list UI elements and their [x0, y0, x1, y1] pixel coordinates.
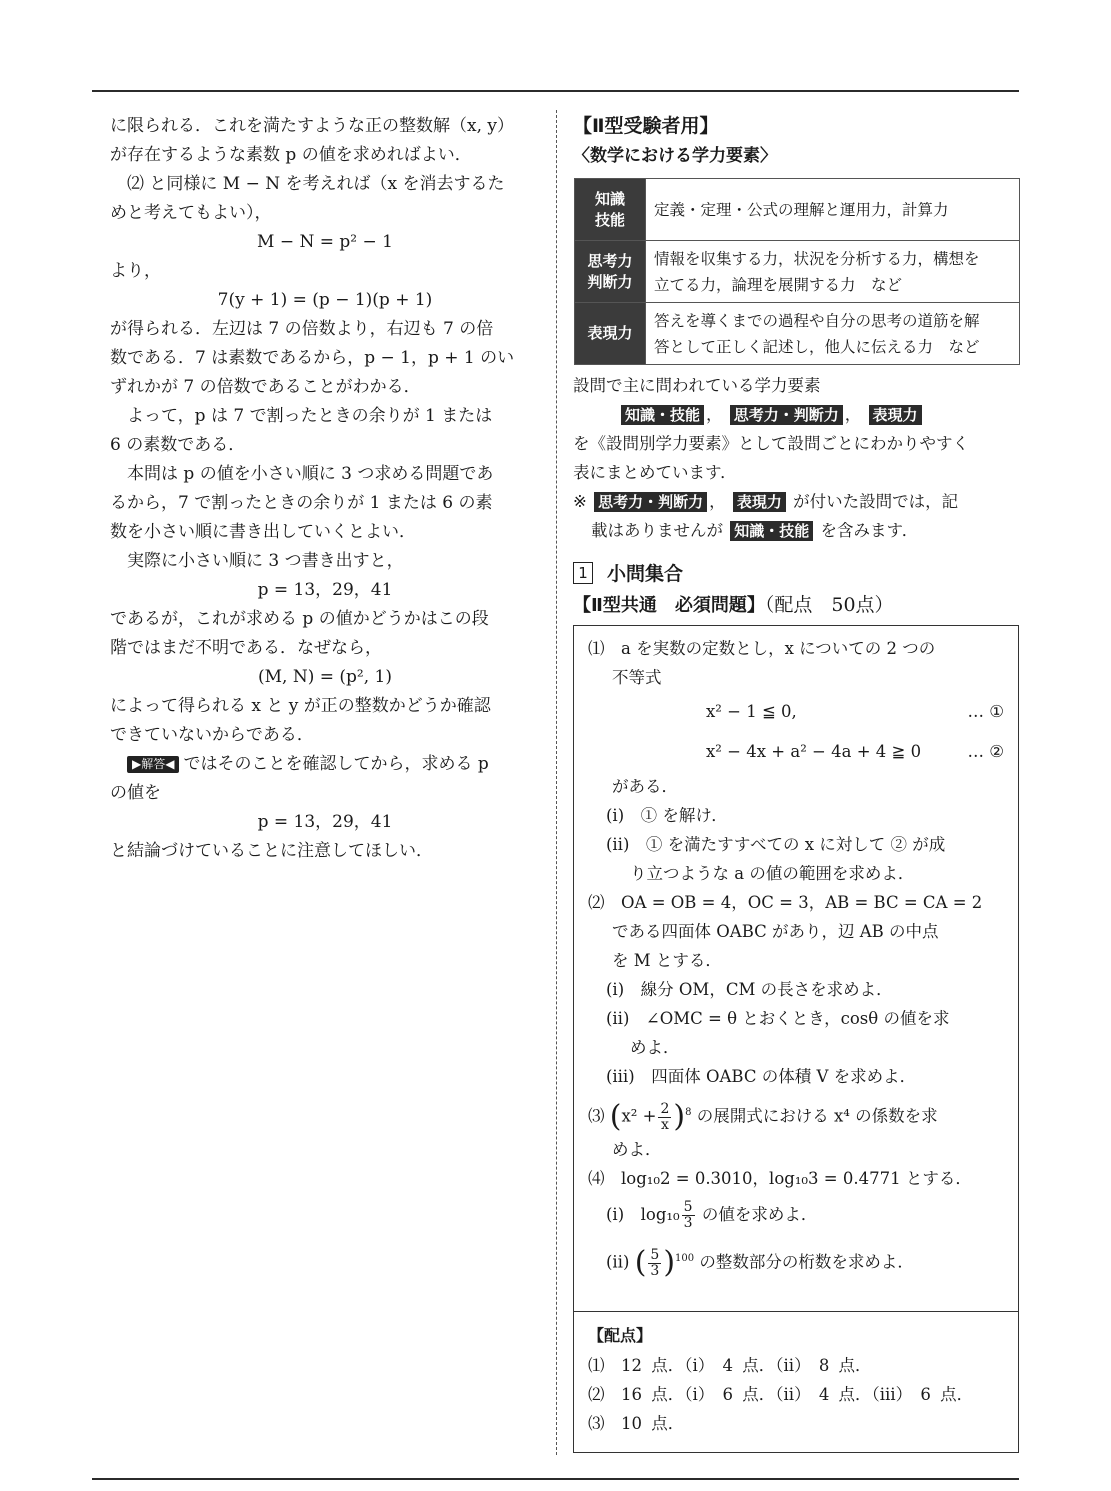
text-line: が存在するような素数 p の値を求めればよい．	[110, 145, 472, 165]
score-line: ⑴ 12 点．（ⅰ） 4 点．（ⅱ） 8 点．	[588, 1356, 872, 1375]
skill-desc	[646, 303, 1020, 365]
problem-text: の展開式における x⁴ の係数を求	[696, 1106, 938, 1126]
text-line: ⑵ と同様に M − N を考えれば（x を消去するた	[127, 174, 505, 194]
problem-line	[588, 1091, 1004, 1135]
answer-badge: ▶解答◀	[127, 756, 179, 773]
bottom-rule	[92, 1478, 1019, 1480]
skill-head-line: 技能	[594, 210, 625, 229]
problem-line: ⑵ OA = OB = 4，OC = 3，AB = BC = CA = 2	[588, 893, 983, 912]
text-line: 6 の素数である．	[110, 435, 246, 455]
inequality-mark: … ②	[967, 742, 1004, 761]
note-line	[573, 516, 1021, 545]
problem-line: (ⅱ) ① を満たすすべての x に対して ② が成	[606, 835, 946, 854]
text-line: 実際に小さい順に 3 つ書き出すと，	[127, 551, 404, 571]
note-mark: ※	[573, 492, 587, 511]
text-line: るから，7 で割ったときの余りが 1 または 6 の素	[110, 493, 493, 513]
score-section	[588, 1320, 973, 1438]
score-line: ⑵ 16 点．（ⅰ） 6 点．（ⅱ） 4 点．（ⅲ） 6 点．	[588, 1385, 974, 1404]
skills-row-knowledge	[575, 179, 1020, 241]
paren-open-glyph: (	[609, 1099, 622, 1134]
paren-open-glyph: (	[634, 1245, 647, 1280]
score-divider	[574, 1311, 1018, 1312]
text-line: によって得られる x と y が正の整数かどうか確認	[110, 696, 491, 716]
score-heading: 【配点】	[588, 1326, 653, 1345]
text-line: 本問は p の値を小さい順に 3 つ求める問題であ	[127, 464, 494, 484]
section-heading	[573, 559, 1021, 591]
denominator: 3	[650, 1262, 660, 1279]
text-line: 表にまとめています．	[573, 463, 737, 482]
right-column	[573, 112, 1021, 1453]
numerator: 5	[650, 1246, 660, 1263]
text-line: の値を	[110, 783, 161, 803]
problem-line: ⑷ log₁₀2 = 0.3010，log₁₀3 = 0.4771 とする．	[588, 1169, 972, 1188]
text-line: と結論づけていることに注意してほしい．	[110, 841, 433, 861]
problem-box	[573, 625, 1019, 1453]
problem-line: り立つような a の値の範囲を求めよ．	[630, 864, 915, 883]
fraction	[648, 1248, 661, 1279]
problem-line: 不等式	[612, 668, 662, 687]
fraction	[658, 1102, 671, 1133]
skills-table	[574, 178, 1020, 365]
text-line: 階ではまだ不明である．なぜなら，	[110, 638, 382, 658]
text-line: に限られる．これを満たすような正の整数解（x, y）	[110, 116, 514, 136]
required-title: 【Ⅱ型共通 必須問題】	[573, 595, 765, 616]
equation: 7(y + 1) = (p − 1)(p + 1)	[217, 290, 433, 310]
equation: p = 13，29，41	[257, 812, 393, 832]
inequality-expr: x² − 4x + a² − 4a + 4 ≧ 0	[706, 742, 922, 761]
skill-head-line: 表現力	[587, 324, 633, 342]
text-line: が得られる．左辺は 7 の倍数より，右辺も 7 の倍	[110, 319, 494, 339]
tag-knowledge: 知識・技能	[621, 405, 704, 425]
skill-head-line: 判断力	[587, 272, 633, 291]
text-line: であるが，これが求める p の値かどうかはこの段	[110, 609, 489, 629]
comma: ，	[706, 405, 723, 424]
skill-desc	[646, 179, 1020, 241]
problem-line: (ⅰ) 線分 OM，CM の長さを求めよ．	[606, 980, 893, 999]
problem-list	[574, 626, 1018, 1281]
equation: p = 13，29，41	[257, 580, 393, 600]
skill-head-line: 思考力	[587, 251, 633, 270]
math-expr: x² +	[621, 1106, 657, 1126]
tag-thinking: 思考力・判断力	[594, 492, 707, 512]
tag-expression: 表現力	[869, 405, 922, 425]
skill-desc-line: 答として正しく記述し，他人に伝える力 など	[654, 337, 980, 356]
inequality-expr: x² − 1 ≦ 0,	[706, 702, 797, 721]
text-fragment: が付いた設問では，記	[793, 492, 959, 511]
required-heading	[573, 591, 1021, 623]
tag-line	[573, 400, 1021, 429]
tag-knowledge: 知識・技能	[730, 521, 813, 541]
problem-line: めよ．	[612, 1140, 662, 1159]
skill-head	[575, 241, 646, 303]
paren-close-glyph: )	[663, 1245, 676, 1280]
problem-line: (ⅲ) 四面体 OABC の体積 V を求めよ．	[606, 1067, 917, 1086]
text-line: よって，p は 7 で割ったときの余りが 1 または	[127, 406, 493, 426]
skill-desc-line: 立てる力，論理を展開する力 など	[654, 275, 903, 294]
denominator: 3	[683, 1215, 693, 1231]
problem-line: (ⅰ) ① を解け．	[606, 806, 728, 825]
comma: ，	[709, 492, 726, 511]
text-fragment: 載はありませんが	[591, 521, 723, 540]
section-title: 【Ⅱ型受験者用】	[573, 115, 719, 137]
skill-desc-line: 答えを導くまでの過程や自分の思考の道筋を解	[654, 311, 980, 330]
text-line: めと考えてもよい），	[110, 203, 272, 223]
text-line: ずれかが 7 の倍数であることがわかる．	[110, 377, 421, 397]
text-fragment: を含みます．	[820, 521, 919, 540]
inequality-2	[588, 732, 1004, 772]
inequality-1	[588, 692, 1004, 732]
problem-text: の値を求めよ．	[701, 1205, 818, 1224]
equation: M − N = p² − 1	[257, 232, 393, 252]
text-line: 設問で主に問われている学力要素	[573, 376, 821, 395]
problem-line: ⑴ a を実数の定数とし，x についての 2 つの	[588, 639, 936, 658]
paren-close-glyph: )	[673, 1099, 686, 1134]
section-subtitle: 〈数学における学力要素〉	[573, 146, 777, 166]
section-number: 1	[573, 562, 593, 584]
text-line: 数を小さい順に書き出していくとよい．	[110, 522, 416, 542]
numerator: 5	[683, 1199, 693, 1215]
skill-head	[575, 179, 646, 241]
problem-line: (ⅱ) ∠OMC = θ とおくとき，cosθ の値を求	[606, 1009, 950, 1028]
text-line: できていないからである．	[110, 725, 314, 745]
skill-desc-line: 定義・定理・公式の理解と運用力，計算力	[654, 200, 949, 219]
skills-row-thinking	[575, 241, 1020, 303]
skills-explanation	[573, 371, 1021, 545]
inequality-mark: … ①	[967, 702, 1004, 721]
left-column-explanation	[110, 112, 540, 866]
problem-line	[588, 1237, 1004, 1281]
comma: ，	[844, 405, 862, 424]
denominator: x	[660, 1116, 669, 1133]
exponent: 8	[685, 1107, 692, 1118]
equation: (M, N) = (p², 1)	[258, 667, 392, 687]
skill-head	[575, 303, 646, 365]
skill-desc-line: 情報を収集する力，状況を分析する力，構想を	[654, 249, 980, 268]
required-points: （配点 50点）	[764, 594, 894, 616]
problem-line: を M とする．	[612, 951, 722, 970]
text-fragment: ではそのことを確認してから，求める p	[183, 754, 489, 774]
numerator: 2	[660, 1100, 670, 1117]
column-divider	[556, 110, 557, 1455]
score-line: ⑶ 10 点．	[588, 1414, 685, 1433]
text-line	[110, 750, 540, 779]
skill-desc	[646, 241, 1020, 303]
text-line: を《設問別学力要素》として設問ごとにわかりやすく	[573, 434, 969, 453]
tag-expression: 表現力	[733, 492, 786, 512]
problem-label: ⑶	[588, 1106, 605, 1126]
tag-thinking: 思考力・判断力	[730, 405, 843, 425]
exponent: 100	[675, 1253, 695, 1264]
problem-line	[588, 1193, 1004, 1237]
math-expr: (ⅰ) log₁₀	[606, 1205, 680, 1224]
problem-line: である四面体 OABC があり，辺 AB の中点	[612, 922, 939, 941]
skill-head-line: 知識	[594, 189, 625, 208]
top-rule	[92, 90, 1019, 92]
note-line	[573, 487, 1021, 516]
section-heading-text: 小問集合	[607, 563, 684, 585]
problem-line: めよ．	[630, 1038, 680, 1057]
fraction	[682, 1200, 695, 1231]
problem-text: の整数部分の桁数を求めよ．	[699, 1252, 914, 1272]
skills-row-expression	[575, 303, 1020, 365]
text-line: より，	[110, 261, 161, 281]
text-line: 数である．7 は素数であるから，p − 1，p + 1 のい	[110, 348, 515, 368]
problem-line: がある．	[612, 777, 678, 796]
problem-label: (ⅱ)	[606, 1252, 630, 1272]
